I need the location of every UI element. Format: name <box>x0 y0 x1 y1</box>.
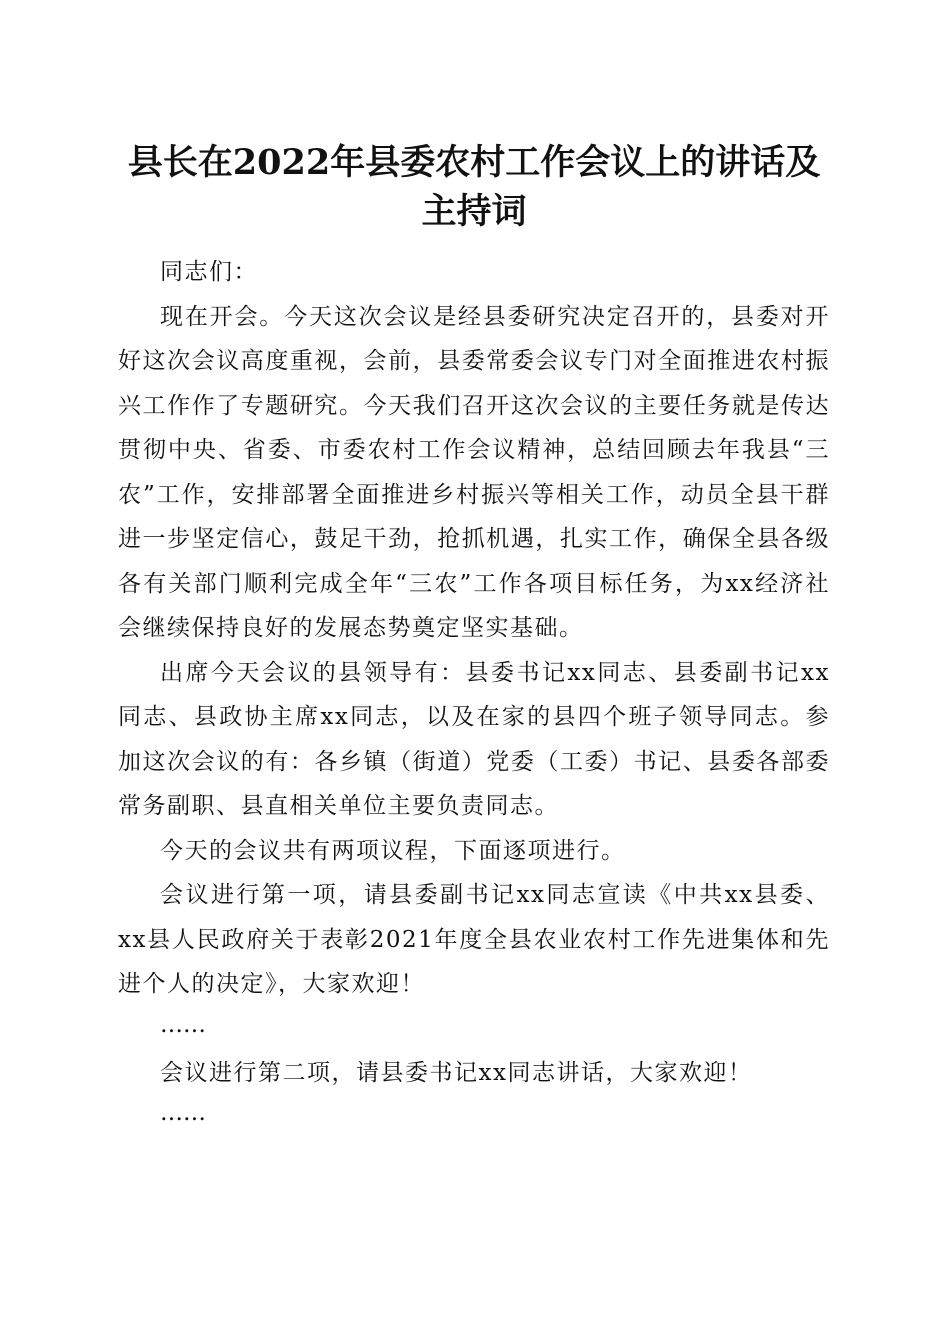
ellipsis-one: …… <box>160 1011 206 1038</box>
opening-paragraph: 现在开会。今天这次会议是经县委研究决定召开的，县委对开好这次会议高度重视，会前，县委常委会议专门对全面推进农村振兴工作作了专题研究。今天我们召开这次会议的主要任务就是传达贯彻中央、省委、市委农村工作会议精神，总结回顾去年我县“三农”工作，安排部署全面推进乡村振兴等相关工作，动员全县干群进一步坚定信心，鼓足干劲，抢抓机遇，扎实工作，确保全县各级各有关部门顺利完成全年“三农”工作各项目标任务，为xx经济社会继续保持良好的发展态势奠定坚实基础。 <box>118 303 830 641</box>
attendees-paragraph: 出席今天会议的县领导有：县委书记xx同志、县委副书记xx同志、县政协主席xx同志，以及在家的县四个班子领导同志。参加这次会议的有：各乡镇（街道）党委（工委）书记、县委各部委常务副职、县直相关单位主要负责同志。 <box>118 659 830 819</box>
salutation-paragraph: 同志们： <box>160 259 258 285</box>
agenda-item-one-paragraph: 会议进行第一项，请县委副书记xx同志宣读《中共xx县委、xx县人民政府关于表彰2021年度全县农业农村工作先进集体和先进个人的决定》，大家欢迎！ <box>118 882 830 997</box>
agenda-item-two-paragraph: 会议进行第二项，请县委书记xx同志讲话，大家欢迎！ <box>160 1059 753 1086</box>
ellipsis-two: …… <box>160 1100 206 1126</box>
document-page <box>118 138 830 1139</box>
document-title: 县长在2022年县委农村工作会议上的讲话及主持词 <box>127 142 821 232</box>
agenda-paragraph: 今天的会议共有两项议程，下面逐项进行。 <box>160 837 626 864</box>
